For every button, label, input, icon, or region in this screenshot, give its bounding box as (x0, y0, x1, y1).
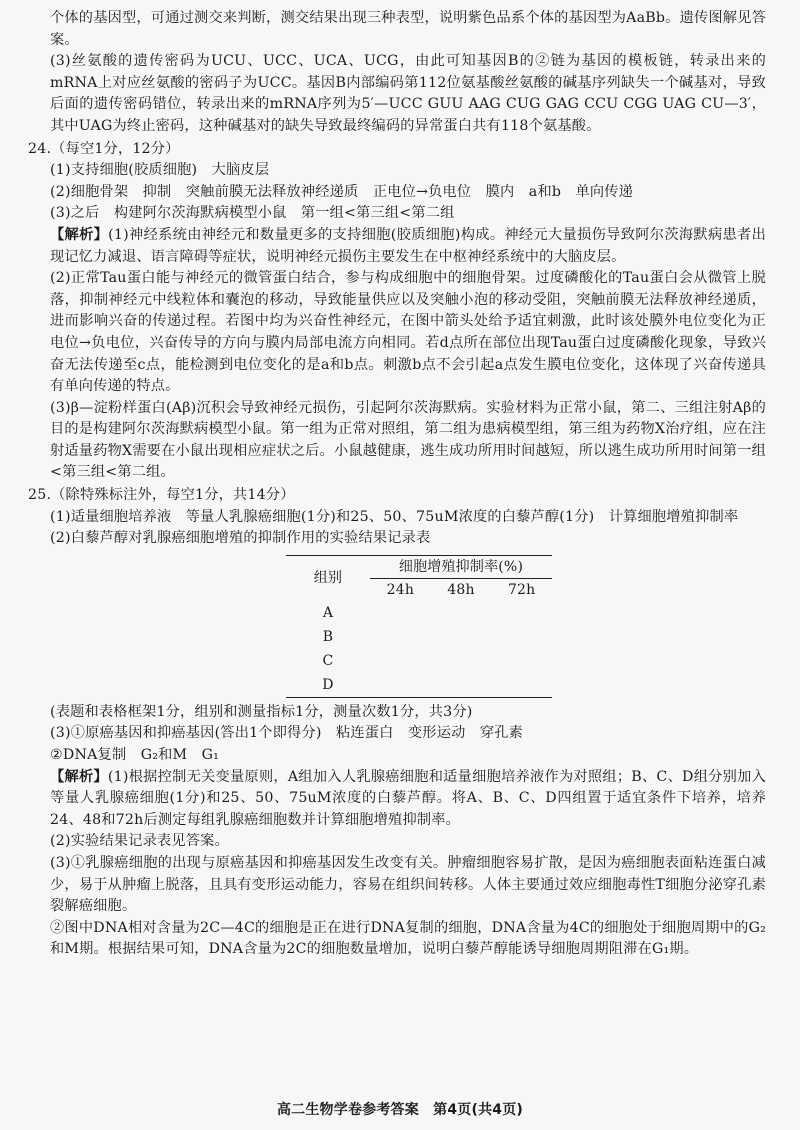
q25-answer-3-1: (3)①原癌基因和抑癌基因(答出1个即得分) 粘连蛋白 变形运动 穿孔素 (50, 725, 524, 742)
table-row (286, 601, 552, 625)
analysis-tag: 【解析】 (50, 226, 109, 243)
table-header-rate: 细胞增殖抑制率(%) (370, 555, 552, 578)
q25-answer-2: (2)白藜芦醇对乳腺癌细胞增殖的抑制作用的实验结果记录表 (50, 530, 431, 547)
q23-continuation-1: 个体的基因型，可通过测交来判断，测交结果出现三种表型，说明紫色品系个体的基因型为AaBb。遗传图解见答案。 (50, 10, 766, 48)
table-row (286, 625, 552, 649)
q25-header: 25.（除特殊标注外，每空1分，共14分） (28, 487, 295, 504)
q24-analysis-1 (50, 225, 766, 268)
table-header-group: 组别 (286, 555, 370, 601)
q25-table-note: (表题和表格框架1分，组别和测量指标1分，测量次数1分，共3分) (50, 703, 473, 720)
table-header-72h: 72h (507, 581, 536, 598)
table-row (286, 673, 552, 698)
table-row-group: B (322, 628, 334, 645)
result-record-table (286, 555, 552, 698)
table-row-group: D (286, 673, 370, 698)
page-footer: 高二生物学卷参考答案 第4页(共4页) (276, 1102, 524, 1119)
q25-analysis-2: (2)实验结果记录表见答案。 (50, 833, 229, 850)
q24-analysis-3: (3)β—淀粉样蛋白(Aβ)沉积会导致神经元损伤，引起阿尔茨海默病。实验材料为正常小鼠，第二、三组注射Aβ的目的是构建阿尔茨海默病模型小鼠。第一组为正常对照组，第二组为患病模型组，第三组为药物X治疗组，应在注射适量药物X需要在小鼠出现相应症状之后。小鼠越健康，逃生成功所用时间越短，所以逃生成功所用时间第一组<第三组<第二组。 (50, 399, 766, 481)
table-row-group: C (322, 652, 334, 669)
q24-answer-3: (3)之后 构建阿尔茨海默病模型小鼠 第一组<第三组<第二组 (50, 205, 455, 222)
q25-analysis-3: (3)①乳腺癌细胞的出现与原癌基因和抑癌基因发生改变有关。肿瘤细胞容易扩散，是因为癌细胞表面粘连蛋白减少，易于从肿瘤上脱落，且具有变形运动能力，容易在组织间转移。人体主要通过效应细胞毒性T细胞分泌穿孔素裂解癌细胞。 (50, 855, 766, 915)
table-row-group: A (322, 604, 334, 621)
q24-analysis-1-text: (1)神经系统由神经元和数量更多的支持细胞(胶质细胞)构成。神经元大量损伤导致阿尔茨海默病患者出现记忆力减退、语言障碍等症状，说明神经元损伤主要发生在中枢神经系统中的大脑皮层。 (50, 226, 766, 265)
q25-answer-1: (1)适量细胞培养液 等量人乳腺癌细胞(1分)和25、50、75uM浓度的白藜芦醇(1分) 计算细胞增殖抑制率 (50, 508, 739, 525)
q25-analysis-1 (50, 767, 766, 832)
analysis-tag: 【解析】 (50, 768, 108, 785)
table-row (286, 649, 552, 673)
q23-continuation-2: (3)丝氨酸的遗传密码为UCU、UCC、UCA、UCG，由此可知基因B的②链为基因的模板链，转录出来的mRNA上对应丝氨酸的密码子为UCC。基因B内部编码第112位氨基酸丝氨酸的碱基序列缺失一个碱基对，导致后面的遗传密码错位，转录出来的mRNA序列为5′—UCC GUU AAG CUG GAG CCU CGG UAG CU—3′，其中UAG为终止密码，这种碱基对的缺失导致最终编码的异常蛋白共有118个氨基酸。 (50, 53, 766, 134)
q25-analysis-4: ②图中DNA相对含量为2C—4C的细胞是正在进行DNA复制的细胞，DNA含量为4C的细胞处于细胞周期中的G₂和M期。根据结果可知，DNA含量为2C的细胞数量增加，说明白藜芦醇能诱导细胞周期阻滞在G₁期。 (50, 919, 766, 958)
table-header-48h: 48h (447, 581, 475, 598)
q24-analysis-2: (2)正常Tau蛋白能与神经元的微管蛋白结合，参与构成细胞中的细胞骨架。过度磷酸化的Tau蛋白会从微管上脱落，抑制神经元中线粒体和囊泡的移动，导致能量供应以及突触小泡的移动受阻，突触前膜无法释放神经递质，进而影响兴奋的传递过程。若图中均为兴奋性神经元，在图中箭头处给予适宜刺激，此时该处膜外电位变化为正电位→负电位，兴奋传导的方向与膜内局部电流方向相同。若d点所在部位出现Tau蛋白过度磷酸化现象，导致兴奋无法传递至c点，能检测到电位变化的是a和b点。刺激b点不会引起a点发生膜电位变化，这体现了兴奋传递具有单向传递的特点。 (50, 270, 766, 395)
q25-analysis-1-text: (1)根据控制无关变量原则，A组加入人乳腺癌细胞和适量细胞培养液作为对照组；B、C、D组分别加入等量人乳腺癌细胞(1分)和25、50、75uM浓度的白藜芦醇。将A、B、C、D四组置于适宜条件下培养，培养24、48和72h后测定每组乳腺癌细胞数并计算细胞增殖抑制率。 (50, 768, 766, 828)
q24-answer-2: (2)细胞骨架 抑制 突触前膜无法释放神经递质 正电位→负电位 膜内 a和b 单向传递 (50, 183, 634, 200)
table-header-24h: 24h (386, 581, 415, 598)
q24-header: 24.（每空1分，12分） (28, 140, 180, 157)
q25-answer-3-2: ②DNA复制 G₂和M G₁ (50, 747, 220, 764)
q24-answer-1: (1)支持细胞(胶质细胞) 大脑皮层 (50, 162, 270, 179)
